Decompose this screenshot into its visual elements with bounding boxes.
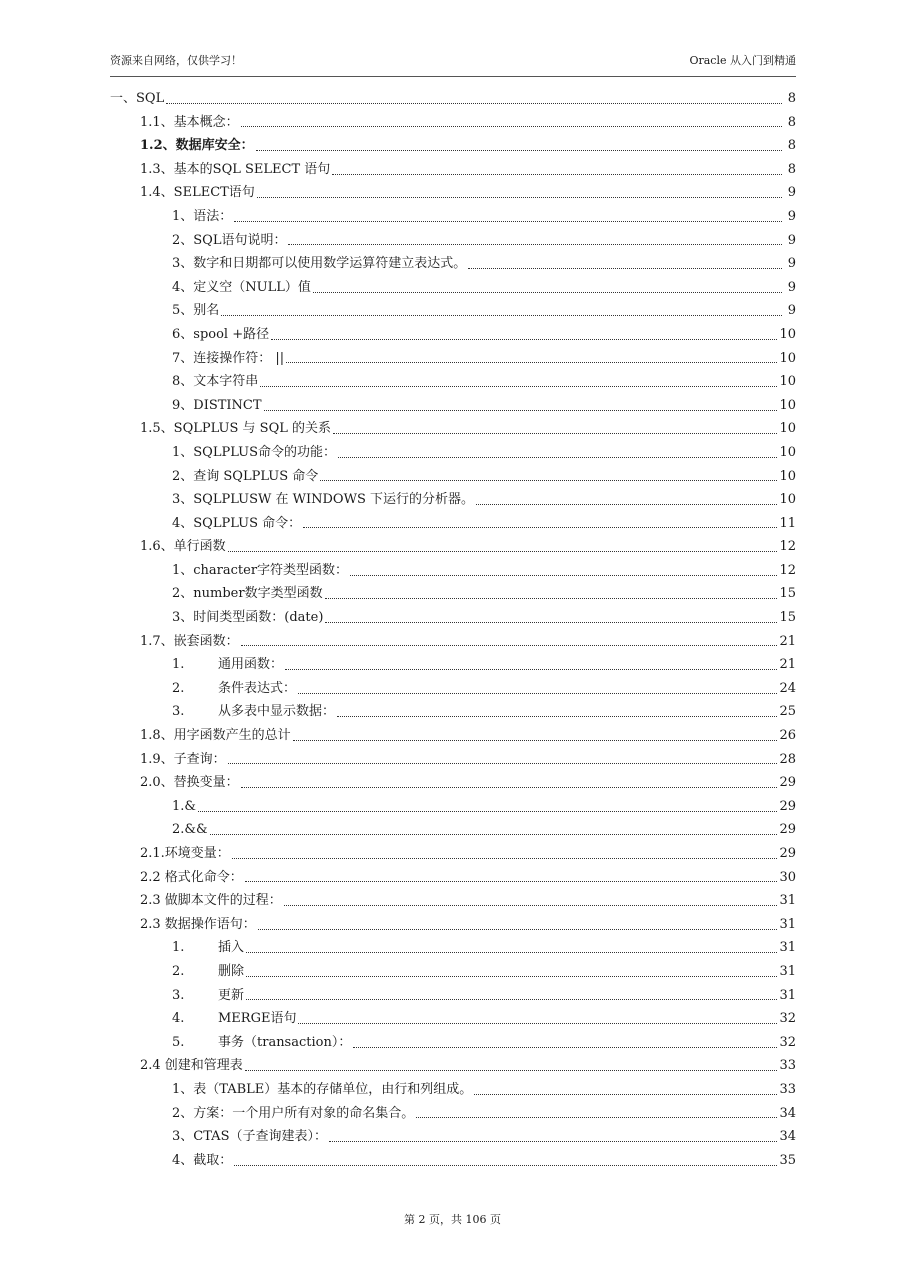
toc-dot-leader bbox=[313, 291, 782, 293]
toc-dot-leader bbox=[338, 456, 777, 458]
toc-entry-page: 33 bbox=[779, 1081, 796, 1097]
toc-entry-title: 3、CTAS（子查询建表）： bbox=[172, 1129, 327, 1145]
toc-entry-number: 5. bbox=[172, 1034, 185, 1050]
toc-entry-number: 2. bbox=[172, 963, 185, 979]
toc-entry[interactable] bbox=[110, 299, 796, 323]
toc-entry-title: 1.4、SELECT语句 bbox=[140, 185, 255, 201]
toc-entry-page: 8 bbox=[787, 114, 796, 130]
toc-entry-number: 3. bbox=[172, 704, 185, 720]
toc-entry-title: 3、时间类型函数：(date) bbox=[172, 610, 324, 626]
toc-dot-leader bbox=[298, 692, 777, 694]
toc-dot-leader bbox=[353, 1046, 777, 1048]
toc-dot-leader bbox=[245, 1069, 778, 1071]
toc-dot-leader bbox=[476, 503, 777, 505]
toc-entry-page: 9 bbox=[787, 232, 796, 248]
toc-entry[interactable] bbox=[110, 394, 796, 418]
toc-entry-title: 4、SQLPLUS 命令： bbox=[172, 515, 302, 531]
toc-entry-page: 30 bbox=[779, 869, 796, 885]
toc-entry[interactable] bbox=[110, 936, 796, 960]
toc-dot-leader bbox=[246, 951, 777, 953]
toc-dot-leader bbox=[288, 243, 782, 245]
toc-dot-leader bbox=[234, 1164, 777, 1166]
toc-dot-leader bbox=[285, 668, 777, 670]
toc-entry-page: 31 bbox=[779, 963, 796, 979]
toc-entry-page: 21 bbox=[779, 657, 796, 673]
toc-entry-title: 1.1、基本概念： bbox=[140, 114, 239, 130]
toc-entry[interactable] bbox=[110, 818, 796, 842]
toc-entry[interactable] bbox=[110, 134, 796, 158]
toc-dot-leader bbox=[241, 644, 778, 646]
toc-dot-leader bbox=[264, 409, 778, 411]
toc-entry-title: 2、SQL语句说明： bbox=[172, 232, 287, 248]
toc-entry[interactable] bbox=[110, 960, 796, 984]
toc-entry-title: 更新 bbox=[218, 987, 245, 1003]
toc-dot-leader bbox=[303, 526, 777, 528]
toc-entry-title: 5、别名 bbox=[172, 303, 220, 319]
toc-entry[interactable] bbox=[110, 535, 796, 559]
toc-entry-page: 8 bbox=[787, 138, 796, 154]
toc-entry[interactable] bbox=[110, 795, 796, 819]
toc-dot-leader bbox=[256, 149, 782, 151]
toc-entry-title: 7、连接操作符： || bbox=[172, 350, 285, 366]
toc-dot-leader bbox=[286, 361, 777, 363]
toc-dot-leader bbox=[260, 385, 777, 387]
toc-dot-leader bbox=[241, 125, 782, 127]
toc-entry-page: 10 bbox=[779, 444, 796, 460]
toc-entry-title: 2.3 数据操作语句： bbox=[140, 916, 256, 932]
toc-entry[interactable] bbox=[110, 1125, 796, 1149]
toc-entry-title: 1、表（TABLE）基本的存储单位，由行和列组成。 bbox=[172, 1081, 473, 1097]
toc-entry-number: 4. bbox=[172, 1011, 185, 1027]
toc-entry-number: 1. bbox=[172, 657, 185, 673]
toc-entry[interactable] bbox=[110, 512, 796, 536]
toc-entry-page: 10 bbox=[779, 397, 796, 413]
toc-dot-leader bbox=[210, 833, 778, 835]
toc-entry-page: 8 bbox=[787, 161, 796, 177]
toc-entry-title: 1.& bbox=[172, 798, 196, 814]
toc-entry-page: 10 bbox=[779, 468, 796, 484]
toc-entry-page: 10 bbox=[779, 350, 796, 366]
toc-entry-title: 1、character字符类型函数： bbox=[172, 562, 349, 578]
toc-entry[interactable] bbox=[110, 205, 796, 229]
toc-entry-title: 2、number数字类型函数 bbox=[172, 586, 323, 602]
toc-entry[interactable] bbox=[110, 87, 796, 111]
toc-dot-leader bbox=[337, 715, 777, 717]
toc-entry-page: 32 bbox=[779, 1011, 796, 1027]
toc-dot-leader bbox=[298, 1022, 777, 1024]
toc-dot-leader bbox=[246, 998, 777, 1000]
toc-entry-page: 10 bbox=[779, 326, 796, 342]
toc-dot-leader bbox=[332, 173, 782, 175]
header-book-title: Oracle 从入门到精通 bbox=[689, 54, 796, 67]
toc-entry-page: 21 bbox=[779, 633, 796, 649]
toc-entry[interactable] bbox=[110, 181, 796, 205]
toc-entry-page: 33 bbox=[779, 1058, 796, 1074]
toc-dot-leader bbox=[333, 432, 777, 434]
toc-entry-page: 15 bbox=[779, 610, 796, 626]
toc-dot-leader bbox=[257, 196, 782, 198]
toc-entry-page: 35 bbox=[779, 1152, 796, 1168]
toc-entry[interactable] bbox=[110, 866, 796, 890]
toc-entry-page: 24 bbox=[779, 680, 796, 696]
toc-entry[interactable] bbox=[110, 1054, 796, 1078]
toc-entry[interactable] bbox=[110, 889, 796, 913]
toc-entry-title: MERGE语句 bbox=[218, 1011, 297, 1027]
toc-entry-page: 26 bbox=[779, 728, 796, 744]
toc-entry-page: 15 bbox=[779, 586, 796, 602]
toc-entry-title: 一、SQL bbox=[110, 91, 165, 106]
toc-dot-leader bbox=[228, 762, 778, 764]
toc-entry[interactable] bbox=[110, 465, 796, 489]
toc-entry-page: 34 bbox=[779, 1105, 796, 1121]
table-of-contents bbox=[110, 87, 796, 1172]
toc-entry[interactable] bbox=[110, 441, 796, 465]
toc-entry[interactable] bbox=[110, 370, 796, 394]
toc-entry-number: 3. bbox=[172, 987, 185, 1003]
toc-entry-page: 29 bbox=[779, 846, 796, 861]
toc-dot-leader bbox=[228, 550, 778, 552]
toc-entry-page: 8 bbox=[787, 91, 796, 106]
toc-dot-leader bbox=[416, 1116, 777, 1118]
toc-entry-page: 32 bbox=[779, 1034, 796, 1050]
toc-dot-leader bbox=[293, 739, 778, 741]
toc-entry-page: 10 bbox=[779, 492, 796, 508]
toc-dot-leader bbox=[221, 314, 782, 316]
header-divider bbox=[110, 76, 796, 77]
toc-dot-leader bbox=[320, 479, 777, 481]
toc-entry-page: 10 bbox=[779, 374, 796, 390]
toc-entry-title: 3、数字和日期都可以使用数学运算符建立表达式。 bbox=[172, 256, 467, 272]
toc-entry-page: 9 bbox=[787, 208, 796, 224]
toc-entry-title: 删除 bbox=[218, 963, 245, 979]
toc-entry[interactable] bbox=[110, 771, 796, 795]
toc-entry[interactable] bbox=[110, 1007, 796, 1031]
toc-entry-number: 2. bbox=[172, 680, 185, 696]
toc-dot-leader bbox=[468, 267, 782, 269]
toc-entry[interactable] bbox=[110, 724, 796, 748]
toc-entry-page: 10 bbox=[779, 421, 796, 437]
toc-entry[interactable] bbox=[110, 276, 796, 300]
toc-entry[interactable] bbox=[110, 630, 796, 654]
toc-entry-title: 1.2、数据库安全： bbox=[140, 138, 254, 154]
toc-entry[interactable] bbox=[110, 488, 796, 512]
page-header bbox=[110, 52, 796, 70]
toc-entry-title: 条件表达式： bbox=[218, 680, 297, 696]
toc-entry[interactable] bbox=[110, 677, 796, 701]
toc-entry[interactable] bbox=[110, 158, 796, 182]
toc-entry[interactable] bbox=[110, 1149, 796, 1173]
toc-entry-title: 事务（transaction）： bbox=[218, 1034, 352, 1050]
toc-entry-title: 2.3 做脚本文件的过程： bbox=[140, 893, 282, 909]
toc-dot-leader bbox=[232, 857, 778, 859]
toc-entry-title: 通用函数： bbox=[218, 657, 284, 673]
toc-entry-title: 9、DISTINCT bbox=[172, 397, 262, 413]
toc-entry-title: 1.8、用字函数产生的总计 bbox=[140, 728, 291, 744]
toc-entry-page: 29 bbox=[779, 775, 796, 791]
toc-entry[interactable] bbox=[110, 748, 796, 772]
toc-dot-leader bbox=[284, 904, 778, 906]
toc-entry-title: 2、查询 SQLPLUS 命令 bbox=[172, 468, 319, 484]
toc-entry-title: 插入 bbox=[218, 940, 245, 956]
toc-entry-page: 31 bbox=[779, 916, 796, 932]
toc-entry-title: 1.9、子查询： bbox=[140, 751, 226, 767]
toc-entry[interactable] bbox=[110, 347, 796, 371]
toc-entry-page: 25 bbox=[779, 704, 796, 720]
toc-dot-leader bbox=[474, 1093, 777, 1095]
toc-entry[interactable] bbox=[110, 559, 796, 583]
toc-entry[interactable] bbox=[110, 842, 796, 866]
toc-entry-title: 6、spool +路径 bbox=[172, 326, 270, 342]
toc-entry[interactable] bbox=[110, 1078, 796, 1102]
toc-entry-title: 1、语法： bbox=[172, 208, 233, 224]
toc-entry-title: 4、定义空（NULL）值 bbox=[172, 279, 311, 295]
toc-entry-title: 2.2 格式化命令： bbox=[140, 869, 243, 885]
toc-entry-title: 3、SQLPLUSW 在 WINDOWS 下运行的分析器。 bbox=[172, 492, 474, 508]
toc-entry-page: 28 bbox=[779, 751, 796, 767]
toc-dot-leader bbox=[350, 574, 777, 576]
toc-entry-page: 31 bbox=[779, 893, 796, 909]
toc-entry[interactable] bbox=[110, 1031, 796, 1055]
toc-entry-title: 1.7、嵌套函数： bbox=[140, 633, 239, 649]
toc-entry-title: 从多表中显示数据： bbox=[218, 704, 336, 720]
toc-entry-title: 4、截取： bbox=[172, 1152, 233, 1168]
header-source-note: 资源来自网络，仅供学习！ bbox=[110, 54, 242, 67]
toc-entry[interactable] bbox=[110, 606, 796, 630]
toc-entry[interactable] bbox=[110, 984, 796, 1008]
toc-entry-title: 1.3、基本的SQL SELECT 语句 bbox=[140, 161, 331, 177]
toc-dot-leader bbox=[325, 597, 778, 599]
toc-entry[interactable] bbox=[110, 653, 796, 677]
toc-entry-title: 1、SQLPLUS命令的功能： bbox=[172, 444, 336, 460]
toc-entry-title: 2、方案：一个用户所有对象的命名集合。 bbox=[172, 1105, 415, 1121]
toc-entry-title: 2.&& bbox=[172, 822, 208, 838]
toc-dot-leader bbox=[241, 786, 778, 788]
toc-entry-page: 9 bbox=[787, 256, 796, 272]
toc-entry-title: 1.6、单行函数 bbox=[140, 539, 226, 555]
toc-entry[interactable] bbox=[110, 700, 796, 724]
toc-entry[interactable] bbox=[110, 252, 796, 276]
toc-dot-leader bbox=[246, 975, 777, 977]
toc-entry[interactable] bbox=[110, 1102, 796, 1126]
toc-entry-page: 29 bbox=[779, 798, 796, 814]
toc-entry-page: 9 bbox=[787, 303, 796, 319]
toc-dot-leader bbox=[234, 220, 782, 222]
toc-entry-title: 8、文本字符串 bbox=[172, 374, 259, 390]
toc-entry[interactable] bbox=[110, 417, 796, 441]
toc-entry-title: 1.5、SQLPLUS 与 SQL 的关系 bbox=[140, 421, 331, 437]
toc-dot-leader bbox=[329, 1140, 777, 1142]
toc-entry-title: 2.0、替换变量： bbox=[140, 775, 239, 791]
toc-dot-leader bbox=[325, 621, 777, 623]
toc-entry[interactable] bbox=[110, 323, 796, 347]
toc-entry-page: 29 bbox=[779, 822, 796, 838]
toc-dot-leader bbox=[166, 102, 782, 104]
toc-dot-leader bbox=[258, 928, 778, 930]
toc-entry[interactable] bbox=[110, 111, 796, 135]
toc-entry-title: 2.1.环境变量： bbox=[140, 846, 230, 861]
toc-entry-page: 9 bbox=[787, 279, 796, 295]
toc-entry-page: 34 bbox=[779, 1129, 796, 1145]
toc-entry-page: 9 bbox=[787, 185, 796, 201]
page-footer: 第 2 页，共 106 页 bbox=[404, 1213, 501, 1226]
toc-entry[interactable] bbox=[110, 229, 796, 253]
toc-entry-page: 11 bbox=[779, 515, 796, 531]
toc-entry-page: 31 bbox=[779, 987, 796, 1003]
toc-entry[interactable] bbox=[110, 582, 796, 606]
toc-dot-leader bbox=[271, 338, 777, 340]
toc-entry-page: 12 bbox=[779, 539, 796, 555]
toc-entry-page: 31 bbox=[779, 940, 796, 956]
toc-entry-number: 1. bbox=[172, 940, 185, 956]
toc-dot-leader bbox=[245, 880, 778, 882]
toc-entry-page: 12 bbox=[779, 562, 796, 578]
toc-entry[interactable] bbox=[110, 913, 796, 937]
toc-entry-title: 2.4 创建和管理表 bbox=[140, 1058, 243, 1074]
toc-dot-leader bbox=[198, 810, 777, 812]
